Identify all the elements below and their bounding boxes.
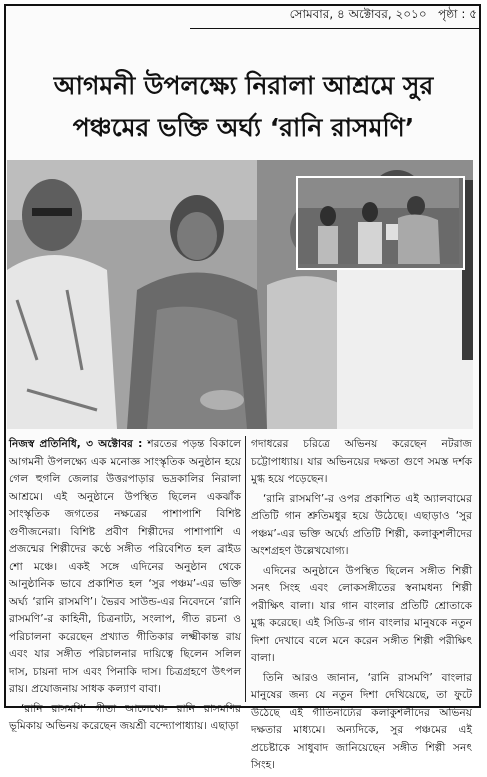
dateline	[290, 6, 477, 26]
column-divider	[245, 436, 246, 702]
byline: নিজস্ব প্রতিনিধি, ৩ অক্টোবর :	[9, 438, 143, 450]
article-paragraph: ‘রানি রাসমণি’-র ওপর প্রকাশিত এই অ্যালবামের প্রতিটি গান শ্রুতিমধুর হয়ে উঠেছে। এছাড়াও ‘সুর পঞ্চম’-এর ভক্তি অর্ঘ্যে প্রতিটি শিল্পী, কলাকুশলীদের অংশগ্রহণ উল্লেখযোগ্য।	[251, 492, 472, 557]
headline-line-2: পঞ্চমের ভক্তি অর্ঘ্য ‘রানি রাসমণি’	[72, 113, 415, 142]
article-paragraph: ‘রানি রাসমণি’ গীতা আলেখ্যে- রানি রাসমণির ভূমিকায় অভিনয় করেছেন জয়শ্রী বন্দ্যোপাধ্যায়। এছাড়া	[9, 702, 241, 732]
article-column-left	[9, 436, 241, 738]
lead-paragraph	[9, 436, 241, 699]
article-paragraph: গদাধরের চরিত্রে অভিনয় করেছেন নটরাজ চট্টোপাধ্যায়। যার অভিনয়ের দক্ষতা গুণে সমস্ত দর্শক মুগ্ধ হয়ে পড়েছেন।	[251, 438, 472, 485]
article-paragraph: এদিনের অনুষ্ঠানে উপস্থিত ছিলেন সঙ্গীত শিল্পী সনৎ সিংহ এবং লোকসঙ্গীতের স্বনামধন্য শিল্পী পরীক্ষিৎ বালা। যার গান বাংলার প্রতিটি শ্রোতাকে মুগ্ধ করেছে। এই সিডি-র গান বাংলার মানুষকে নতুন দিশা দেখাবে বলে মনে করেন সঙ্গীত শিল্পী পরীক্ষিৎ বালা।	[251, 564, 472, 664]
headline-line-1: আগমনী উপলক্ষ্যে নিরালা আশ্রমে সুর	[53, 71, 434, 100]
page-number: পৃষ্ঠা : ৫	[438, 7, 477, 21]
article-paragraph: তিনি আরও জানান, ‘রানি রাসমণি’ বাংলার মানুষের জন্য যে নতুন দিশা দেখিয়েছে, তা ফুটে উঠেছে এই গীতিনাট্যের কলাকুশলীদের অভিনয় দক্ষতার মাধ্যমে। অন্যদিকে, সুর পঞ্চমের এই প্রচেষ্টাকে সাধুবাদ জানিয়েছেন সঙ্গীত শিল্পী সনৎ সিংহ।	[251, 671, 472, 771]
header-rule	[190, 28, 479, 29]
inset-photo	[296, 176, 465, 270]
date-text: সোমবার, ৪ অক্টোবর, ২০১০	[289, 7, 427, 21]
lead-paragraph-text: শরতের পড়ন্ত বিকালে আগমনী উপলক্ষ্যে এক মনোজ্ঞ সাংস্কৃতিক অনুষ্ঠান হয়ে গেল হুগলি জেলার উত্তরপাড়ার ভদ্রকালির নিরালা আশ্রমে। এই অনুষ্ঠানে উপস্থিত ছিলেন একঝাঁক সাংস্কৃতিক জগতের নক্ষত্রের পাশাপাশি বিশিষ্ট গুণীজনেরা। বিশিষ্ট প্রবীণ শিল্পীদের পাশাপাশি এ প্রজন্মের শিল্পীদের কণ্ঠে সঙ্গীত পরিবেশিত হল ব্রাইড শো মঞ্চে। একই সঙ্গে এদিনের অনুষ্ঠান থেকে আনুষ্ঠানিক ভাবে প্রকাশিত হল ‘সুর পঞ্চম’-এর ভক্তি অর্ঘ্য ‘রানি রাসমণি’। ভৈরব সাউন্ড-এর নিবেদনে ‘রানি রাসমণি’-র কাহিনী, চিত্রনাট্য, সংলাপ, গীত রচনা ও পরিচালনা করেছেন প্রখ্যাত গীতিকার লক্ষ্মীকান্ত রায় এবং যার সঙ্গীত পরিচালনার দায়িত্বে ছিলেন সলিল দাস, চায়না দাস এবং পিনাকি দাস। চিত্রগ্রহণে উৎপল রায়। প্রযোজনায় সাধক কল্যাণ বাবা।	[9, 438, 242, 695]
article-column-right	[251, 436, 472, 777]
inset-photo-drawing	[298, 178, 459, 264]
